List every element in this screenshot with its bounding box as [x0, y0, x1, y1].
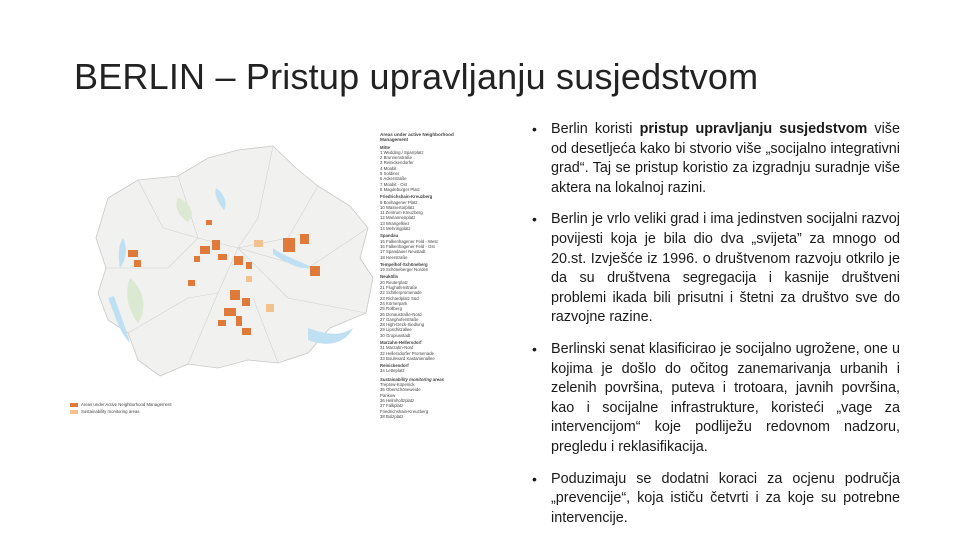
berlin-neighborhood-map — [68, 128, 480, 435]
legend-item: 25 Rollberg — [380, 306, 402, 312]
legend-district-heading: Reinickendorf — [380, 363, 409, 369]
legend-district-heading: Mitte — [380, 144, 391, 150]
legend-item: 37 Falkplatz — [380, 403, 404, 409]
legend-item: 10 Wassertorplatz — [380, 204, 415, 210]
map-color-legend — [70, 400, 172, 414]
legend-item: 7 Moabit - Ost — [380, 181, 407, 187]
bullet-item — [532, 340, 900, 458]
slide-title: BERLIN – Pristup upravljanju susjedstvom — [74, 56, 759, 97]
legend-item: 5 Soldiner — [380, 171, 400, 177]
legend-label-sustainability: Sustainability monitoring areas — [81, 409, 140, 414]
legend-item: 35 Oberschöneweide — [380, 387, 421, 393]
bullet-item — [532, 210, 900, 328]
legend-item: 38 Bolzplatz — [380, 413, 404, 419]
bullet-item — [532, 470, 900, 529]
legend-item: 24 Körnerpark — [380, 300, 408, 306]
legend-item: 18 Heerstraße — [380, 254, 408, 260]
bullet-dot-icon: • — [532, 121, 537, 137]
legend-item: 8 Magdeburger Platz — [380, 186, 420, 192]
legend-item: Pankow — [380, 392, 396, 398]
legend-item: 4 Moabit — [380, 165, 397, 171]
bullet-list — [532, 120, 900, 540]
legend-item: 14 Mehringplatz — [380, 226, 411, 232]
legend-item: 31 Marzahn-Nord — [380, 345, 414, 351]
legend-item: 29 Lipschitzallee — [380, 327, 412, 333]
legend-item: 33 Boulevard Kastanienallee — [380, 355, 435, 361]
bullet-text: više od desetljeća kako bi stvorio više „socijalno integrativni grad“. Taj se pristup koristio za izgradnju suradnje više aktera na lokalnoj razini. — [551, 121, 900, 196]
bullet-text: Berlin je vrlo veliki grad i ima jedinstven socijalni razvoj povijesti koja je bila dio dva „svijeta” za mnogo od 20.st. Izvješće iz 1996. o društvenom razvoju otkrilo je da su društvena segregacija i kasnije društveni problemi ikada bili prisutni i štetni za društvo sve do razvojne razine. — [551, 211, 900, 326]
legend-item: 23 Richardplatz Süd — [380, 295, 419, 301]
legend-district-heading: Tempelhof-Schöneberg — [380, 261, 428, 267]
legend-district-heading: Spandau — [380, 233, 399, 239]
bullet-dot-icon: • — [532, 211, 537, 228]
legend-item: 2 Brunnenstraße — [380, 155, 413, 161]
legend-item: 32 Hellersdorfer Promenade — [380, 350, 434, 356]
legend-item: 9 Boxhagener Platz — [380, 199, 418, 205]
legend-item: 16 Falkenhagener Feld - Ost — [380, 243, 435, 249]
legend-item: 19 Schöneberger Norden — [380, 267, 429, 273]
legend-item: 27 Ganghoferstraße — [380, 316, 419, 322]
legend-swatch-active — [70, 403, 78, 407]
legend-item: 34 Letteplatz — [380, 368, 405, 374]
legend-row-sustainability — [70, 409, 172, 414]
map-legend-list — [380, 132, 478, 419]
legend-item: Treptow-Köpenick — [380, 382, 415, 388]
legend-item: Friedrichshain-Kreuzberg — [380, 408, 429, 414]
legend-item: 22 Schillerpromenade — [380, 290, 422, 296]
legend-item: 17 Spandauer Neustadt — [380, 249, 426, 255]
legend-title: Areas under active Neighborhood Management — [380, 132, 454, 143]
legend-item: 20 Reuterplatz — [380, 279, 408, 285]
legend-item: 28 High-Deck-Siedlung — [380, 322, 425, 328]
bullet-text: Berlinski senat klasificirao je socijalno ugrožene, one u kojima je došlo do očitog zanemarivanja urbanih i zelenih površina, puteva i trotoara, javnih površina, kao i socijalne infrastrukture, koristeći „vage za intervencijom“ koje podliježu redovnom nadzoru, pregledu i reklasifikacija. — [551, 340, 900, 455]
legend-item: 13 Wrangelkiez — [380, 220, 410, 226]
bullet-dot-icon: • — [532, 340, 537, 357]
legend-item: 36 Helmholtzplatz — [380, 397, 415, 403]
legend-row-active — [70, 402, 172, 407]
legend-label-active: Areas under Active Neighborhood Management — [81, 402, 172, 407]
legend-item: 12 Mariannenplatz — [380, 215, 416, 221]
legend-item: 1 Wedding / Sparrplatz — [380, 149, 424, 155]
legend-district-heading: Neukölln — [380, 274, 399, 280]
legend-item: 26 Donaustraße-Nord — [380, 311, 422, 317]
legend-item: 6 Ackerstraße — [380, 176, 407, 182]
bullet-text: Berlin koristi — [551, 121, 640, 137]
legend-item: 21 Flughafenstraße — [380, 285, 418, 291]
legend-swatch-sustainability — [70, 410, 78, 414]
bullet-dot-icon: • — [532, 470, 537, 487]
legend-item: 11 Zentrum Kreuzberg — [380, 210, 423, 216]
legend-item: 15 Falkenhagener Feld - West — [380, 238, 438, 244]
legend-district-heading: Friedrichshain-Kreuzberg — [380, 194, 433, 200]
bullet-text: Poduzimaju se dodatni koraci za ocjenu područja „prevencije“, koja ističu četvrti i za koje su potrebne intervencije. — [551, 470, 900, 526]
legend-item: 30 Gropiusstadt — [380, 332, 411, 338]
bullet-bold-text: pristup upravljanju susjedstvom — [639, 121, 868, 137]
sustainability-heading: Sustainability monitoring areas — [380, 376, 444, 382]
legend-item: 3 Reinickendorfer — [380, 160, 414, 166]
legend-district-heading: Marzahn-Hellersdorf — [380, 339, 422, 345]
bullet-item — [532, 120, 900, 198]
